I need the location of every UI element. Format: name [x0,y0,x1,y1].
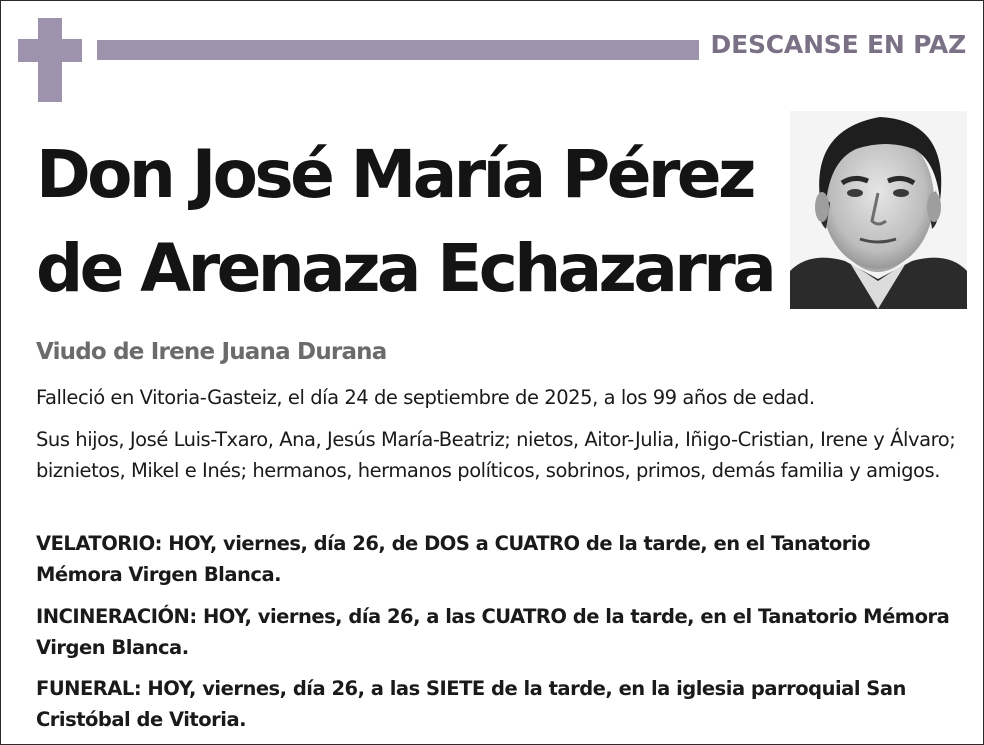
widower-subtitle: Viudo de Irene Juana Durana [36,339,387,365]
deceased-name-line-1: Don José María Pérez [36,136,753,213]
incineracion-notice: INCINERACIÓN: HOY, viernes, día 26, a las CUATRO de la tarde, en el Tanatorio Mémora Virgen Blanca. [36,605,950,659]
portrait-photo [790,111,967,309]
family-paragraph: Sus hijos, José Luis-Txaro, Ana, Jesús María-Beatriz; nietos, Aitor-Julia, Iñigo-Cristian, Irene y Álvaro; biznietos, Mikel e Inés; hermanos, hermanos políticos, sobrinos, primos, demás familia y amigos. [36,428,956,482]
portrait-illustration [790,111,967,309]
header-label: DESCANSE EN PAZ [710,30,966,59]
death-notice: Falleció en Vitoria-Gasteiz, el día 24 de septiembre de 2025, a los 99 años de edad. [36,386,815,409]
velatorio-notice: VELATORIO: HOY, viernes, día 26, de DOS a CUATRO de la tarde, en el Tanatorio Mémora Virgen Blanca. [36,532,870,586]
funeral-notice: FUNERAL: HOY, viernes, día 26, a las SIETE de la tarde, en la iglesia parroquial San Cristóbal de Vitoria. [36,677,906,731]
deceased-name-line-2: de Arenaza Echazarra [36,230,774,307]
header-rule [97,40,699,60]
